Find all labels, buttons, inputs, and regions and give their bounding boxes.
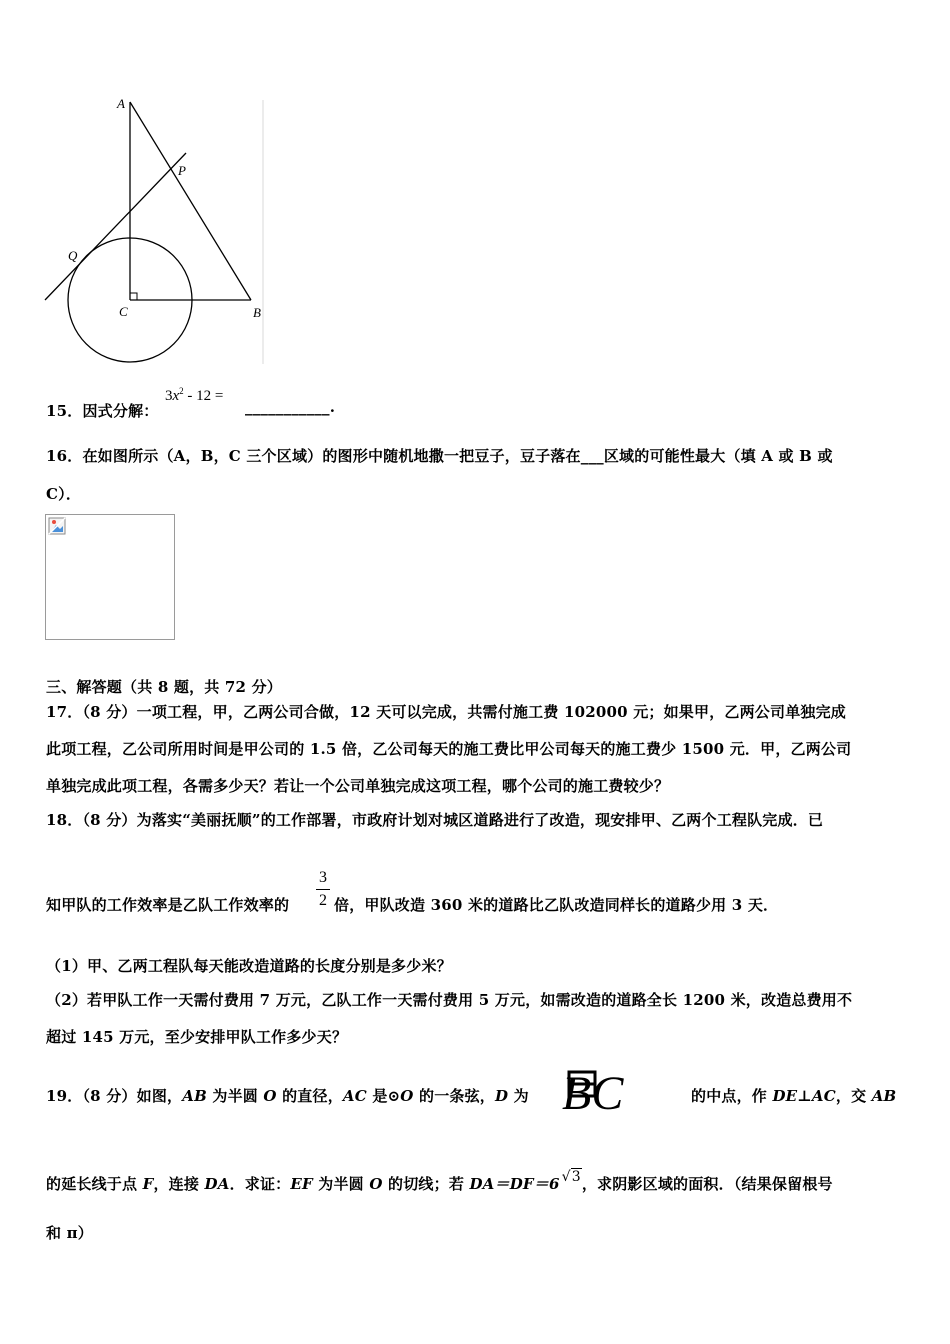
q19-equation: DA＝DF＝6 bbox=[469, 1175, 560, 1193]
q18-line-1: 18．（8 分）为落实“美丽抚顺”的工作部署，市政府计划对城区道路进行了改造，现安排甲、乙两个工程队完成．已 bbox=[46, 811, 824, 829]
q19-var-ab: AB bbox=[182, 1087, 207, 1105]
question-15 bbox=[46, 400, 158, 421]
q16-line-2: C）． bbox=[46, 485, 82, 503]
q17-line-3: 单独完成此项工程，各需多少天？若让一个公司单独完成这项工程，哪个公司的施工费较少？ bbox=[46, 777, 670, 795]
q19-var-d: D bbox=[495, 1087, 509, 1105]
q18-line-2 bbox=[46, 894, 289, 915]
q19-var-ef: EF bbox=[290, 1175, 313, 1193]
tangent-line-pq bbox=[45, 153, 186, 300]
q18-frac-den: 2 bbox=[319, 892, 327, 909]
q19-var-da: DA bbox=[204, 1175, 230, 1193]
label-a: A bbox=[117, 96, 125, 111]
broken-image-placeholder bbox=[45, 514, 175, 640]
q19-text: ⊥ bbox=[797, 1087, 812, 1105]
q15-prefix: 15．因式分解： bbox=[46, 402, 159, 420]
q19-text: ，连接 bbox=[153, 1175, 205, 1193]
q18-sub-2-line-2: 超过 145 万元，至少安排甲队工作多少天？ bbox=[46, 1028, 348, 1046]
q19-line-2 bbox=[46, 1169, 833, 1194]
sqrt-radicand: 3 bbox=[571, 1169, 581, 1185]
q16-line-1: 16．在如图所示（A，B，C 三个区域）的图形中随机地撒一把豆子，豆子落在___区域的可能性最大（填 A 或 B 或 bbox=[46, 447, 833, 465]
q19-var-o: O bbox=[263, 1087, 277, 1105]
q19-line-3: 和 π） bbox=[46, 1224, 94, 1242]
q19-text: 的一条弦， bbox=[413, 1087, 496, 1105]
q19-text: ．求证： bbox=[229, 1175, 291, 1193]
q19-var-de: DE bbox=[772, 1087, 798, 1105]
q15-rest: - 12 = bbox=[183, 388, 224, 404]
broken-image-icon bbox=[48, 517, 66, 535]
label-c: C bbox=[119, 304, 128, 319]
arc-bc-text: BC bbox=[562, 1067, 624, 1120]
q19-var-ac: AC bbox=[811, 1087, 836, 1105]
q18-sub-2-line-1: （2）若甲队工作一天需付费用 7 万元，乙队工作一天需付费用 5 万元，如需改造的道路全长 1200 米，改造总费用不 bbox=[46, 991, 853, 1009]
q19-text: ，求阴影区域的面积．（结果保留根号 bbox=[581, 1175, 833, 1193]
q19-text: 为半圆 bbox=[206, 1087, 264, 1105]
q15-suffix: . bbox=[329, 398, 336, 416]
segment-ab bbox=[130, 102, 251, 300]
q17-line-2: 此项工程，乙公司所用时间是甲公司的 1.5 倍，乙公司每天的施工费比甲公司每天的施工费少 1500 元．甲，乙两公司 bbox=[46, 740, 852, 758]
q15-var: x bbox=[172, 388, 180, 404]
q19-text: ，交 bbox=[835, 1087, 872, 1105]
q19-var-f: F bbox=[142, 1175, 154, 1193]
q19-text: 的延长线于点 bbox=[46, 1175, 143, 1193]
q19-text: 为半圆 bbox=[312, 1175, 370, 1193]
q19-var-ac: AC bbox=[342, 1087, 367, 1105]
q18-frac-bar bbox=[316, 889, 330, 890]
q15-expression bbox=[165, 386, 223, 405]
q19-text: 19．（8 分）如图， bbox=[46, 1087, 183, 1105]
q18-line-2-pre: 知甲队的工作效率是乙队工作效率的 bbox=[46, 896, 290, 914]
sqrt-symbol: √3 bbox=[561, 1169, 581, 1185]
label-b: B bbox=[253, 305, 261, 320]
geometry-figure bbox=[40, 92, 270, 372]
q19-line-1-end bbox=[691, 1085, 896, 1106]
q17-line-1: 17．（8 分）一项工程，甲，乙两公司合做，12 天可以完成，共需付施工费 102000 元；如果甲，乙两公司单独完成 bbox=[46, 703, 847, 721]
q19-var-ab: AB bbox=[871, 1087, 897, 1105]
q19-text: 是⊙ bbox=[366, 1087, 401, 1105]
q15-exp: 2 bbox=[179, 386, 184, 396]
q15-coef: 3 bbox=[165, 388, 173, 404]
q15-blank: ___________ bbox=[245, 398, 330, 416]
q19-var-o: O bbox=[400, 1087, 414, 1105]
q15-answer-blank[interactable] bbox=[245, 398, 335, 416]
q18-frac-num: 3 bbox=[319, 869, 327, 886]
q19-text: 的直径， bbox=[276, 1087, 343, 1105]
label-q: Q bbox=[68, 248, 78, 263]
q19-text: 的切线；若 bbox=[382, 1175, 470, 1193]
q19-line-1 bbox=[46, 1085, 529, 1106]
q19-var-o: O bbox=[369, 1175, 383, 1193]
q18-fraction bbox=[314, 869, 332, 910]
section-3-heading: 三、解答题（共 8 题，共 72 分） bbox=[46, 678, 283, 696]
q19-text: 为 bbox=[508, 1087, 529, 1105]
arc-bc-symbol bbox=[560, 1066, 680, 1122]
q18-line-2-post: 倍，甲队改造 360 米的道路比乙队改造同样长的道路少用 3 天． bbox=[334, 896, 779, 914]
q18-sub-1: （1）甲、乙两工程队每天能改造道路的长度分别是多少米？ bbox=[46, 957, 452, 975]
label-p: P bbox=[178, 163, 186, 178]
q19-text: 的中点，作 bbox=[691, 1087, 773, 1105]
right-angle-mark bbox=[130, 293, 137, 300]
